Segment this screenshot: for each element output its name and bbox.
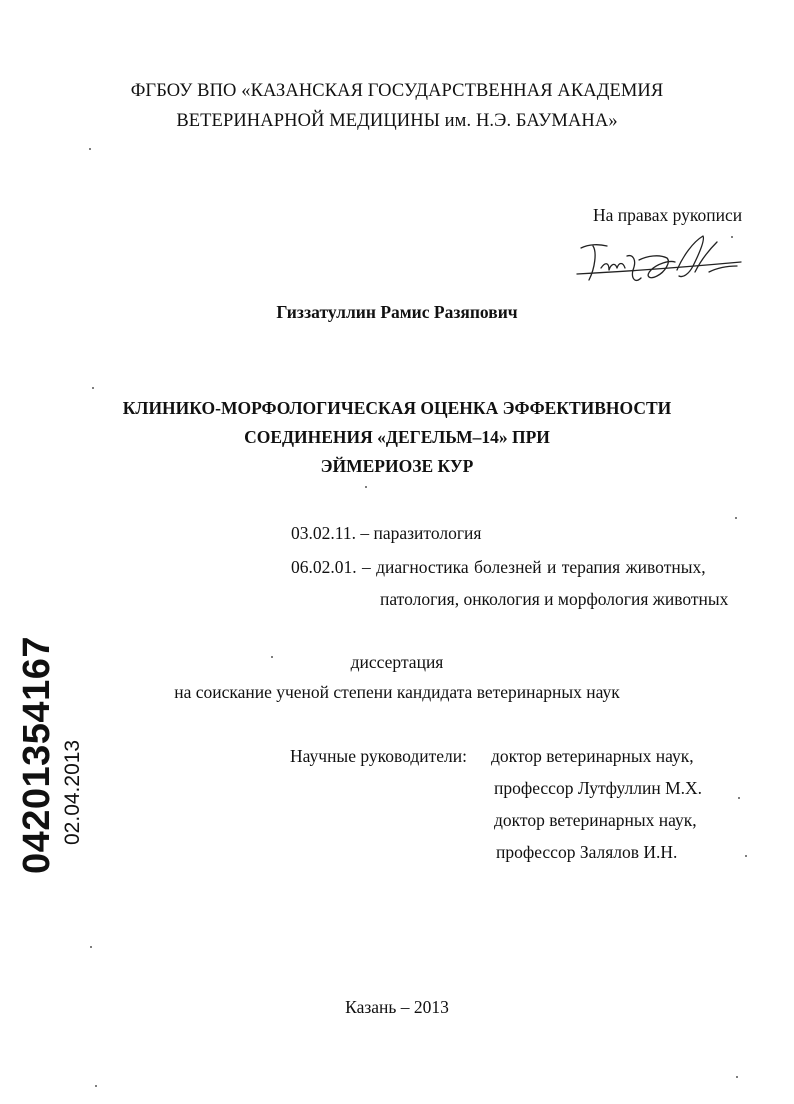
scan-speck [90, 946, 92, 948]
author-name: Гиззатуллин Рамис Разяпович [276, 302, 518, 322]
title-line-1: КЛИНИКО-МОРФОЛОГИЧЕСКАЯ ОЦЕНКА ЭФФЕКТИВНОСТИ [122, 398, 672, 418]
supervisors-label: Научные руководители: [290, 746, 467, 766]
scan-speck [736, 1076, 738, 1078]
scan-speck [735, 517, 737, 519]
specialty-1: 03.02.11. – паразитология [291, 523, 482, 543]
supervisor-1-name: профессор Лутфуллин М.Х. [494, 778, 703, 798]
scan-speck [89, 148, 91, 150]
supervisor-1-degree: доктор ветеринарных наук, [491, 746, 694, 766]
title-line-3: ЭЙМЕРИОЗЕ КУР [320, 456, 474, 476]
institution-line-2: ВЕТЕРИНАРНОЙ МЕДИЦИНЫ им. Н.Э. БАУМАНА» [176, 111, 618, 131]
title-line-2: СОЕДИНЕНИЯ «ДЕГЕЛЬМ–14» ПРИ [244, 427, 550, 447]
handwritten-signature [575, 232, 745, 290]
registration-number: 04201354167 [16, 636, 58, 874]
supervisor-2-name: профессор Залялов И.Н. [496, 842, 678, 862]
scan-speck [365, 486, 367, 488]
manuscript-rights: На правах рукописи [593, 205, 743, 225]
degree-sought: на соискание ученой степени кандидата ветеринарных наук [174, 682, 620, 702]
scan-speck [95, 1085, 97, 1087]
specialty-2-line-2: патология, онкология и морфология животных [380, 589, 729, 609]
dissertation-title [0, 394, 794, 481]
scan-speck [738, 797, 740, 799]
institution-line-1: ФГБОУ ВПО «КАЗАНСКАЯ ГОСУДАРСТВЕННАЯ АКАДЕМИЯ [130, 81, 664, 101]
specialty-2-line-1: 06.02.01. – диагностика болезней и терапия животных, [291, 557, 706, 577]
document-type: диссертация [350, 652, 444, 672]
scan-speck [745, 855, 747, 857]
scan-speck [271, 656, 273, 658]
library-stamp [0, 636, 100, 890]
supervisor-2-degree: доктор ветеринарных наук, [494, 810, 697, 830]
city-year: Казань – 2013 [345, 997, 449, 1017]
registration-date: 02.04.2013 [61, 739, 84, 845]
institution-name [0, 76, 794, 136]
scan-speck [92, 387, 94, 389]
scan-speck [731, 236, 733, 238]
